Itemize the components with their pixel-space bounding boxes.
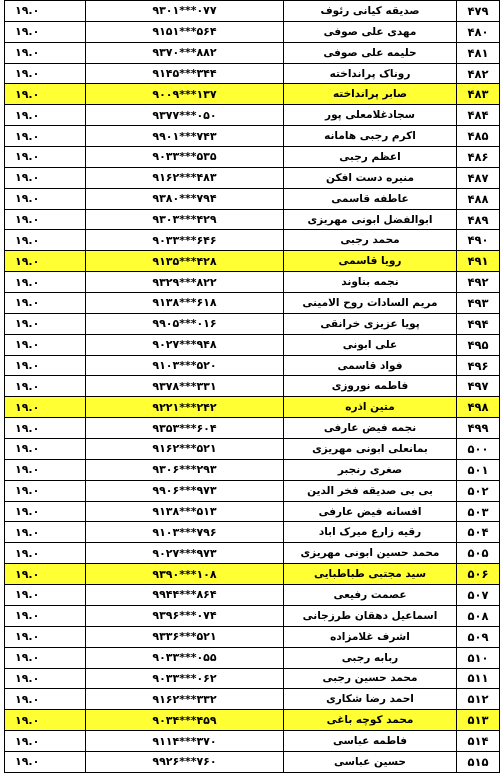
row-number: ۴۹۹ (457, 418, 500, 439)
person-name: محمد کوچه باغی (284, 710, 457, 731)
table-row (5, 751, 500, 772)
amount: ۱۹.۰ (5, 731, 86, 752)
row-number: ۴۹۲ (457, 272, 500, 293)
row-number: ۵۱۰ (457, 647, 500, 668)
amount: ۱۹.۰ (5, 21, 86, 42)
person-name: عاطفه قاسمی (284, 188, 457, 209)
person-name: منیره دست افکن (284, 167, 457, 188)
phone-number: ۹۱۳۵***۴۲۸ (86, 251, 284, 272)
table-row (5, 105, 500, 126)
person-name: روناک پرانداخته (284, 63, 457, 84)
table-row (5, 647, 500, 668)
amount: ۱۹.۰ (5, 689, 86, 710)
person-name: رویا قاسمی (284, 251, 457, 272)
phone-number: ۹۳۰۶***۲۹۳ (86, 459, 284, 480)
person-name: صابر پرانداخته (284, 84, 457, 105)
amount: ۱۹.۰ (5, 543, 86, 564)
table-row (5, 188, 500, 209)
amount: ۱۹.۰ (5, 585, 86, 606)
amount: ۱۹.۰ (5, 480, 86, 501)
phone-number: ۹۰۳۳***۶۴۶ (86, 230, 284, 251)
table-row (5, 376, 500, 397)
amount: ۱۹.۰ (5, 126, 86, 147)
row-number: ۵۰۸ (457, 605, 500, 626)
amount: ۱۹.۰ (5, 1, 86, 22)
row-number: ۴۸۸ (457, 188, 500, 209)
row-number: ۵۰۵ (457, 543, 500, 564)
row-number: ۴۸۹ (457, 209, 500, 230)
amount: ۱۹.۰ (5, 167, 86, 188)
phone-number: ۹۳۷۸***۳۳۱ (86, 376, 284, 397)
amount: ۱۹.۰ (5, 751, 86, 772)
amount: ۱۹.۰ (5, 397, 86, 418)
phone-number: ۹۱۶۲***۳۳۲ (86, 689, 284, 710)
table-row (5, 63, 500, 84)
phone-number: ۹۹۰۵***۰۱۶ (86, 313, 284, 334)
person-name: مهدی علی صوفی (284, 21, 457, 42)
row-number: ۵۰۶ (457, 564, 500, 585)
row-number: ۵۱۴ (457, 731, 500, 752)
person-name: پویا عزیزی خرانقی (284, 313, 457, 334)
phone-number: ۹۳۷۷***۰۵۰ (86, 105, 284, 126)
person-name: اکرم رجبی هامانه (284, 126, 457, 147)
amount: ۱۹.۰ (5, 230, 86, 251)
amount: ۱۹.۰ (5, 147, 86, 168)
phone-number: ۹۳۹۶***۰۷۴ (86, 605, 284, 626)
table-row (5, 1, 500, 22)
person-name: محمد رجبی (284, 230, 457, 251)
row-number: ۴۹۰ (457, 230, 500, 251)
row-number: ۴۹۷ (457, 376, 500, 397)
person-name: فاطمه نوروزی (284, 376, 457, 397)
person-name: علی ابونی (284, 334, 457, 355)
row-number: ۴۸۴ (457, 105, 500, 126)
phone-number: ۹۹۴۴***۸۶۴ (86, 585, 284, 606)
row-number: ۴۸۱ (457, 42, 500, 63)
table-row (5, 355, 500, 376)
row-number: ۵۰۱ (457, 459, 500, 480)
phone-number: ۹۹۲۶***۷۶۰ (86, 751, 284, 772)
row-number: ۴۸۷ (457, 167, 500, 188)
person-name: اشرف غلامزاده (284, 626, 457, 647)
row-number: ۴۸۰ (457, 21, 500, 42)
row-number: ۵۰۹ (457, 626, 500, 647)
amount: ۱۹.۰ (5, 209, 86, 230)
amount: ۱۹.۰ (5, 439, 86, 460)
table-row (5, 21, 500, 42)
person-name: محمد حسین رجبی (284, 668, 457, 689)
phone-number: ۹۳۷۰***۸۸۲ (86, 42, 284, 63)
phone-number: ۹۱۱۴***۳۷۰ (86, 731, 284, 752)
table-row (5, 126, 500, 147)
row-number: ۵۱۲ (457, 689, 500, 710)
person-name: صدیقه کیانی رئوف (284, 1, 457, 22)
row-number: ۴۸۲ (457, 63, 500, 84)
phone-number: ۹۱۶۲***۴۸۳ (86, 167, 284, 188)
amount: ۱۹.۰ (5, 355, 86, 376)
table-row (5, 439, 500, 460)
row-number: ۴۷۹ (457, 1, 500, 22)
phone-number: ۹۱۳۸***۶۱۸ (86, 293, 284, 314)
amount: ۱۹.۰ (5, 605, 86, 626)
phone-number: ۹۰۳۳***۵۳۵ (86, 147, 284, 168)
table-row (5, 230, 500, 251)
person-name: افسانه فیض عارفی (284, 501, 457, 522)
table-row (5, 731, 500, 752)
amount: ۱۹.۰ (5, 668, 86, 689)
amount: ۱۹.۰ (5, 564, 86, 585)
phone-number: ۹۹۰۶***۹۷۳ (86, 480, 284, 501)
row-number: ۵۰۲ (457, 480, 500, 501)
row-number: ۵۰۰ (457, 439, 500, 460)
person-name: حسین عباسی (284, 751, 457, 772)
phone-number: ۹۳۰۱***۰۷۷ (86, 1, 284, 22)
row-number: ۵۱۱ (457, 668, 500, 689)
participants-table (4, 0, 500, 773)
table-row (5, 522, 500, 543)
person-name: محمد حسین ابونی مهریزی (284, 543, 457, 564)
table-row (5, 543, 500, 564)
person-name: فاطمه عباسی (284, 731, 457, 752)
phone-number: ۹۹۰۱***۷۴۳ (86, 126, 284, 147)
amount: ۱۹.۰ (5, 418, 86, 439)
person-name: رقیه زارع میرک اباد (284, 522, 457, 543)
row-number: ۴۸۳ (457, 84, 500, 105)
phone-number: ۹۰۳۳***۰۶۲ (86, 668, 284, 689)
table-row (5, 689, 500, 710)
amount: ۱۹.۰ (5, 313, 86, 334)
row-number: ۴۹۱ (457, 251, 500, 272)
amount: ۱۹.۰ (5, 272, 86, 293)
amount: ۱۹.۰ (5, 522, 86, 543)
amount: ۱۹.۰ (5, 84, 86, 105)
table-row (5, 147, 500, 168)
table-row (5, 585, 500, 606)
phone-number: ۹۰۲۷***۹۷۳ (86, 543, 284, 564)
table-row (5, 668, 500, 689)
phone-number: ۹۳۸۰***۷۹۴ (86, 188, 284, 209)
table-row (5, 710, 500, 731)
table-row (5, 251, 500, 272)
person-name: متین اذره (284, 397, 457, 418)
table-row (5, 605, 500, 626)
amount: ۱۹.۰ (5, 293, 86, 314)
row-number: ۴۹۴ (457, 313, 500, 334)
amount: ۱۹.۰ (5, 710, 86, 731)
person-name: احمد رضا شکاری (284, 689, 457, 710)
phone-number: ۹۰۳۳***۰۵۵ (86, 647, 284, 668)
row-number: ۴۸۶ (457, 147, 500, 168)
person-name: عصمت رفیعی (284, 585, 457, 606)
row-number: ۵۰۴ (457, 522, 500, 543)
row-number: ۴۹۶ (457, 355, 500, 376)
row-number: ۴۹۸ (457, 397, 500, 418)
person-name: اسماعیل دهقان طرزجانی (284, 605, 457, 626)
table-row (5, 42, 500, 63)
person-name: فواد قاسمی (284, 355, 457, 376)
person-name: بی بی صدیقه فخر الدین (284, 480, 457, 501)
person-name: نجمه فیض عارفی (284, 418, 457, 439)
person-name: سید مجتبی طباطبایی (284, 564, 457, 585)
phone-number: ۹۱۵۱***۵۶۴ (86, 21, 284, 42)
phone-number: ۹۳۵۳***۶۰۴ (86, 418, 284, 439)
person-name: ربابه رجبی (284, 647, 457, 668)
table-row (5, 272, 500, 293)
person-name: ابوالفضل ابونی مهریزی (284, 209, 457, 230)
table-row (5, 397, 500, 418)
person-name: صغری رنجبر (284, 459, 457, 480)
amount: ۱۹.۰ (5, 647, 86, 668)
person-name: سجادغلامعلی پور (284, 105, 457, 126)
phone-number: ۹۰۰۹***۱۳۷ (86, 84, 284, 105)
table-row (5, 293, 500, 314)
amount: ۱۹.۰ (5, 188, 86, 209)
person-name: بمانعلی ابونی مهریزی (284, 439, 457, 460)
amount: ۱۹.۰ (5, 42, 86, 63)
table-row (5, 501, 500, 522)
phone-number: ۹۰۲۷***۹۴۸ (86, 334, 284, 355)
table-row (5, 313, 500, 334)
amount: ۱۹.۰ (5, 501, 86, 522)
phone-number: ۹۳۳۶***۵۲۱ (86, 626, 284, 647)
row-number: ۴۹۳ (457, 293, 500, 314)
phone-number: ۹۱۶۲***۵۲۱ (86, 439, 284, 460)
table-row (5, 564, 500, 585)
table-row (5, 480, 500, 501)
person-name: اعظم رجبی (284, 147, 457, 168)
amount: ۱۹.۰ (5, 251, 86, 272)
table-row (5, 84, 500, 105)
table-row (5, 418, 500, 439)
table-row (5, 459, 500, 480)
amount: ۱۹.۰ (5, 376, 86, 397)
amount: ۱۹.۰ (5, 334, 86, 355)
person-name: حلیمه علی صوفی (284, 42, 457, 63)
row-number: ۵۰۷ (457, 585, 500, 606)
phone-number: ۹۱۴۵***۳۴۴ (86, 63, 284, 84)
row-number: ۵۰۳ (457, 501, 500, 522)
table-row (5, 626, 500, 647)
amount: ۱۹.۰ (5, 459, 86, 480)
table-body (5, 1, 500, 773)
phone-number: ۹۱۰۳***۷۹۶ (86, 522, 284, 543)
amount: ۱۹.۰ (5, 63, 86, 84)
amount: ۱۹.۰ (5, 626, 86, 647)
row-number: ۴۹۵ (457, 334, 500, 355)
table-row (5, 209, 500, 230)
phone-number: ۹۳۲۹***۸۲۲ (86, 272, 284, 293)
table-row (5, 167, 500, 188)
person-name: مریم السادات روح الامینی (284, 293, 457, 314)
phone-number: ۹۱۰۳***۵۲۰ (86, 355, 284, 376)
amount: ۱۹.۰ (5, 105, 86, 126)
person-name: نجمه بناوند (284, 272, 457, 293)
row-number: ۴۸۵ (457, 126, 500, 147)
phone-number: ۹۳۰۳***۴۲۹ (86, 209, 284, 230)
phone-number: ۹۲۲۱***۲۴۲ (86, 397, 284, 418)
row-number: ۵۱۵ (457, 751, 500, 772)
phone-number: ۹۱۳۸***۵۱۳ (86, 501, 284, 522)
phone-number: ۹۳۹۰***۱۰۸ (86, 564, 284, 585)
phone-number: ۹۰۳۴***۴۵۹ (86, 710, 284, 731)
row-number: ۵۱۳ (457, 710, 500, 731)
table-row (5, 334, 500, 355)
